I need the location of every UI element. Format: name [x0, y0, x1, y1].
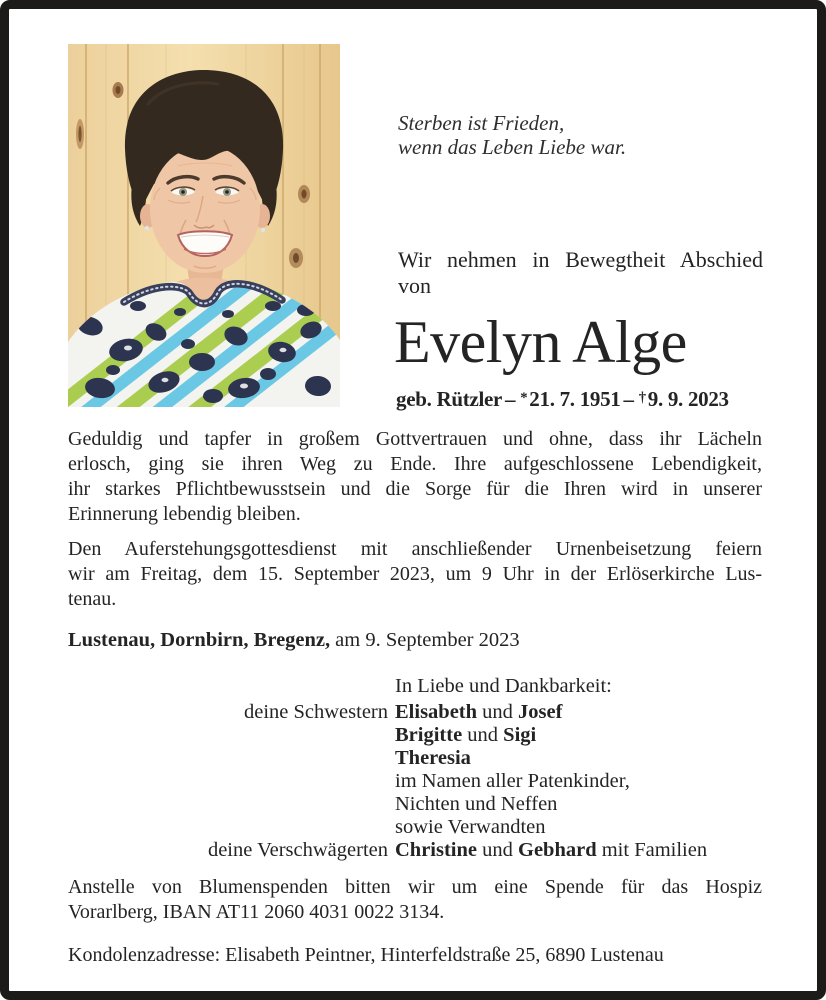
epigraph-line: Sterben ist Frieden, — [398, 111, 565, 135]
family-row-label — [68, 747, 395, 770]
text-line: erlosch, ging sie ihren Weg zu Ende. Ihre aufgeschlossene Lebendigkeit, — [68, 453, 762, 475]
family-row — [68, 770, 762, 793]
family-row-names: Elisabeth und Josef — [395, 701, 563, 723]
maiden-name: geb. Rützler — [396, 387, 503, 411]
epigraph — [398, 112, 626, 159]
family-row-label — [68, 724, 395, 747]
family-row-names: Nichten und Neffen — [395, 793, 558, 815]
family-block — [68, 675, 762, 862]
family-row-label — [68, 816, 395, 839]
family-row-label — [68, 675, 395, 698]
family-row — [68, 675, 762, 698]
date-place-line — [68, 629, 520, 652]
text-line: Vorarlberg, IBAN AT11 2060 4031 0022 3134. — [68, 901, 445, 923]
life-dates: geb. Rützler – *21. 7. 1951 – †9. 9. 2023 — [396, 387, 729, 411]
family-row — [68, 839, 762, 862]
deceased-name: Evelyn Alge — [394, 309, 687, 375]
donation-paragraph — [68, 875, 762, 925]
text-line: tenau. — [68, 588, 117, 610]
text-line: Wir nehmen in Bewegtheit Abschied — [398, 247, 763, 272]
death-date: 9. 9. 2023 — [647, 387, 729, 411]
service-paragraph — [68, 537, 762, 612]
text-line: wir am Freitag, dem 15. September 2023, um 9 Uhr in der Erlöserkirche Lus- — [68, 563, 762, 585]
family-row-label: deine Schwestern — [243, 701, 388, 723]
text-line: ihr starkes Pflichtbewusstsein und die Sorge für die Ihren wird in unserer — [68, 478, 762, 500]
family-row-names: sowie Verwandten — [395, 816, 546, 838]
text-line: Erinnerung lebendig bleiben. — [68, 503, 301, 525]
family-row — [68, 793, 762, 816]
family-row-label — [68, 793, 395, 816]
text-line: Den Auferstehungsgottesdienst mit anschließender Urnenbeisetzung feiern — [68, 538, 762, 560]
family-row — [68, 747, 762, 770]
text-line: Geduldig und tapfer in großem Gottvertrauen und ohne, dass ihr Lächeln — [68, 428, 762, 450]
announcement-date: am 9. September 2023 — [335, 629, 520, 651]
text-line: Anstelle von Blumenspenden bitten wir um eine Spende für das Hospiz — [68, 876, 762, 898]
family-row — [68, 816, 762, 839]
epigraph-line: wenn das Leben Liebe war. — [398, 134, 627, 159]
family-row-names: Brigitte und Sigi — [395, 724, 537, 746]
family-row-label — [68, 770, 395, 793]
tribute-paragraph — [68, 427, 762, 527]
family-row — [68, 701, 762, 724]
family-row-label: deine Verschwägerten — [207, 839, 388, 861]
death-cross-symbol: † — [638, 389, 646, 406]
family-row-names: Christine und Gebhard mit Familien — [395, 839, 708, 861]
condolence-line: Kondolenzadresse: Elisabeth Peintner, Hinterfeldstraße 25, 6890 Lustenau — [68, 944, 664, 966]
family-row — [68, 724, 762, 747]
family-row-names: Theresia — [395, 747, 471, 769]
announcement-intro — [398, 247, 763, 298]
family-row-names: im Namen aller Patenkinder, — [395, 770, 630, 792]
family-row-names: In Liebe und Dankbarkeit: — [395, 675, 612, 697]
text-line: von — [398, 272, 431, 298]
portrait-photo — [68, 44, 340, 407]
birth-date: 21. 7. 1951 — [529, 387, 621, 411]
birth-star-symbol: * — [520, 389, 528, 406]
cities: Lustenau, Dornbirn, Bregenz, — [68, 629, 331, 651]
